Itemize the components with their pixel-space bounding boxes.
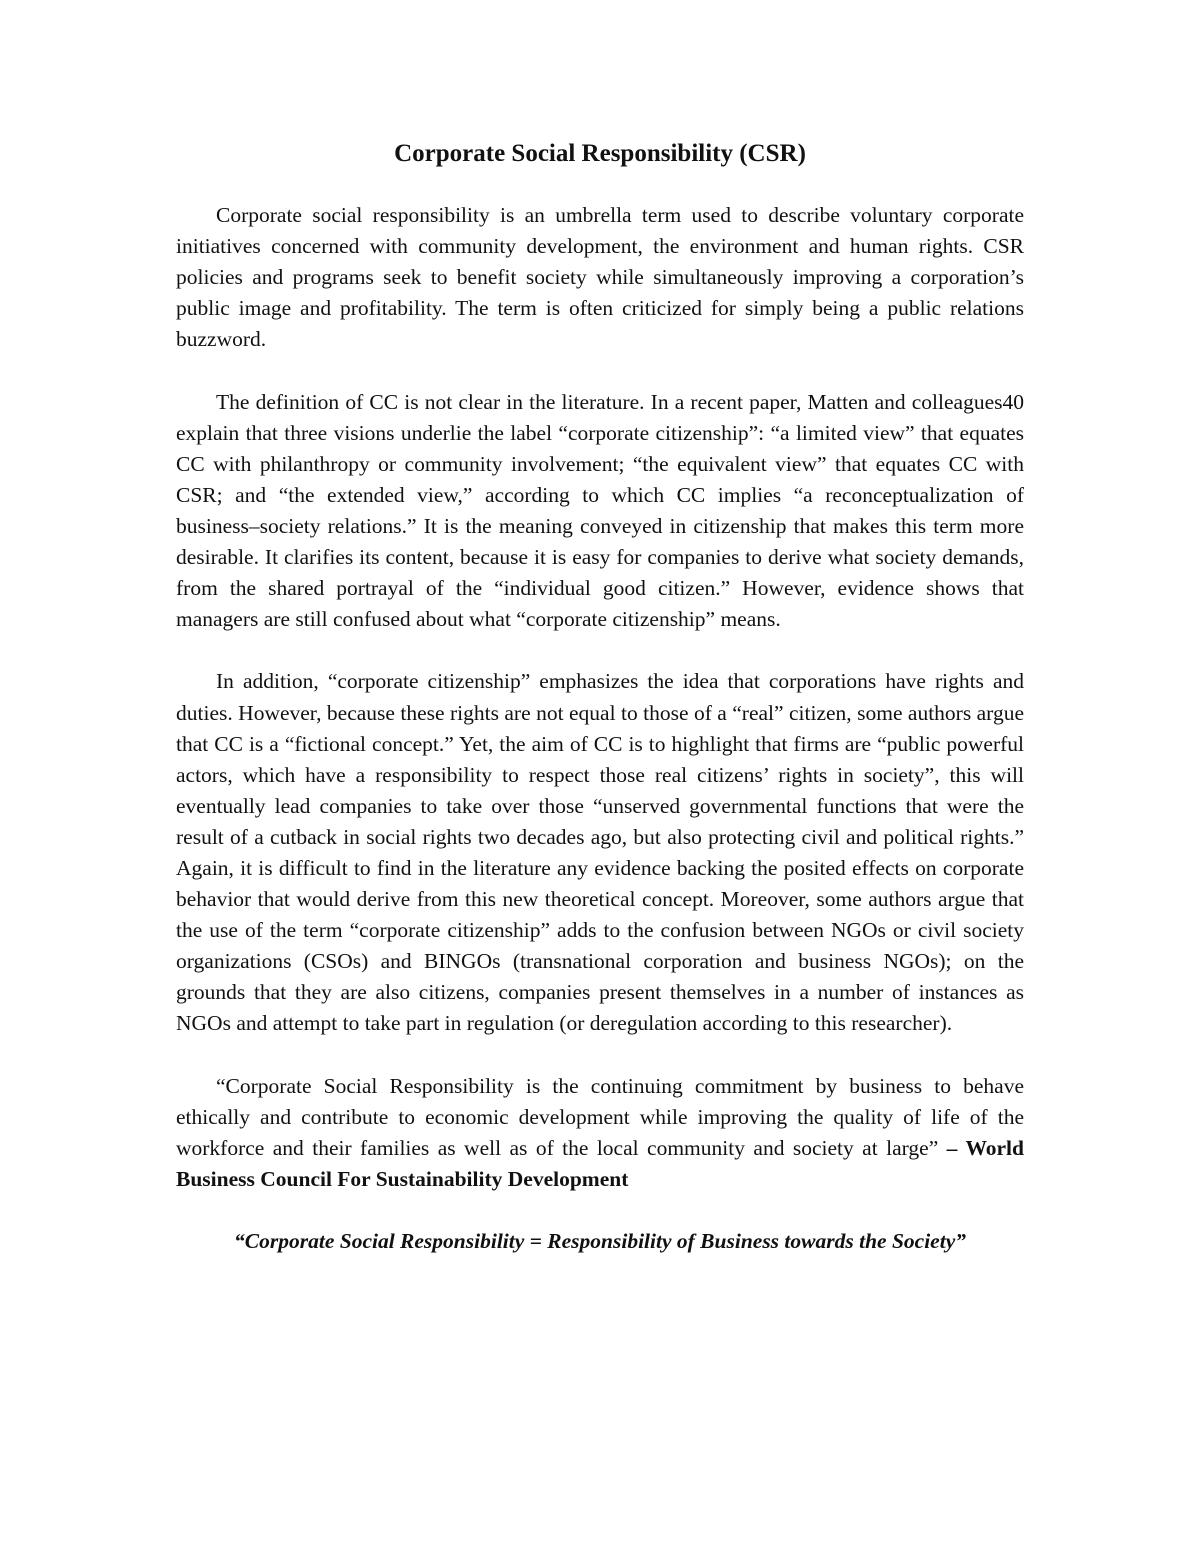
paragraph-corporate-citizenship: In addition, “corporate citizenship” emphasizes the idea that corporations have rights and duties. However, because these rights are not equal to those of a “real” citizen, some authors argue that CC is a “fictional concept.” Yet, the aim of CC is to highlight that firms are “public powerful actors, which have a responsibility to respect those real citizens’ rights in society”, this will eventually lead companies to take over those “unserved governmental functions that were the result of a cutback in social rights two decades ago, but also protecting civil and political rights.” Again, it is difficult to find in the literature any evidence backing the posited effects on corporate behavior that would derive from this new theoretical concept. Moreover, some authors argue that the use of the term “corporate citizenship” adds to the confusion between NGOs or civil society organizations (CSOs) and BINGOs (transnational corporation and business NGOs); on the grounds that they are also citizens, companies present themselves in a number of instances as NGOs and attempt to take part in regulation (or deregulation according to this researcher). xyxy=(176,669,1024,1036)
paragraph-csr-definition: Corporate social responsibility is an umbrella term used to describe voluntary corporate initiatives concerned with community development, the environment and human rights. CSR policies and programs seek to benefit society while simultaneously improving a corporation’s public image and profitability. The term is often criticized for simply being a public relations buzzword. xyxy=(176,203,1024,352)
document-page xyxy=(176,138,1024,1257)
paragraph-wbcsd-quote xyxy=(176,1071,1024,1195)
paragraph-cc-definition: The definition of CC is not clear in the literature. In a recent paper, Matten and colleagues40 explain that three visions underlie the label “corporate citizenship”: “a limited view” that equates CC with philanthropy or community involvement; “the equivalent view” that equates CC with CSR; and “the extended view,” according to which CC implies “a reconceptualization of business–society relations.” It is the meaning conveyed in citizenship that makes this term more desirable. It clarifies its content, because it is easy for companies to derive what society demands, from the shared portrayal of the “individual good citizen.” However, evidence shows that managers are still confused about what “corporate citizenship” means. xyxy=(176,389,1024,632)
wbcsd-quote-text: “Corporate Social Responsibility is the continuing commitment by business to behave ethically and contribute to economic development while improving the quality of life of the workforce and their families as well as of the local community and society at large” xyxy=(176,1073,1024,1160)
page-title: Corporate Social Responsibility (CSR) xyxy=(394,140,806,167)
closing-quote: “Corporate Social Responsibility = Responsibility of Business towards the Society” xyxy=(234,1229,966,1254)
wbcsd-attribution: – World Business Council For Sustainability Development xyxy=(176,1135,1024,1191)
